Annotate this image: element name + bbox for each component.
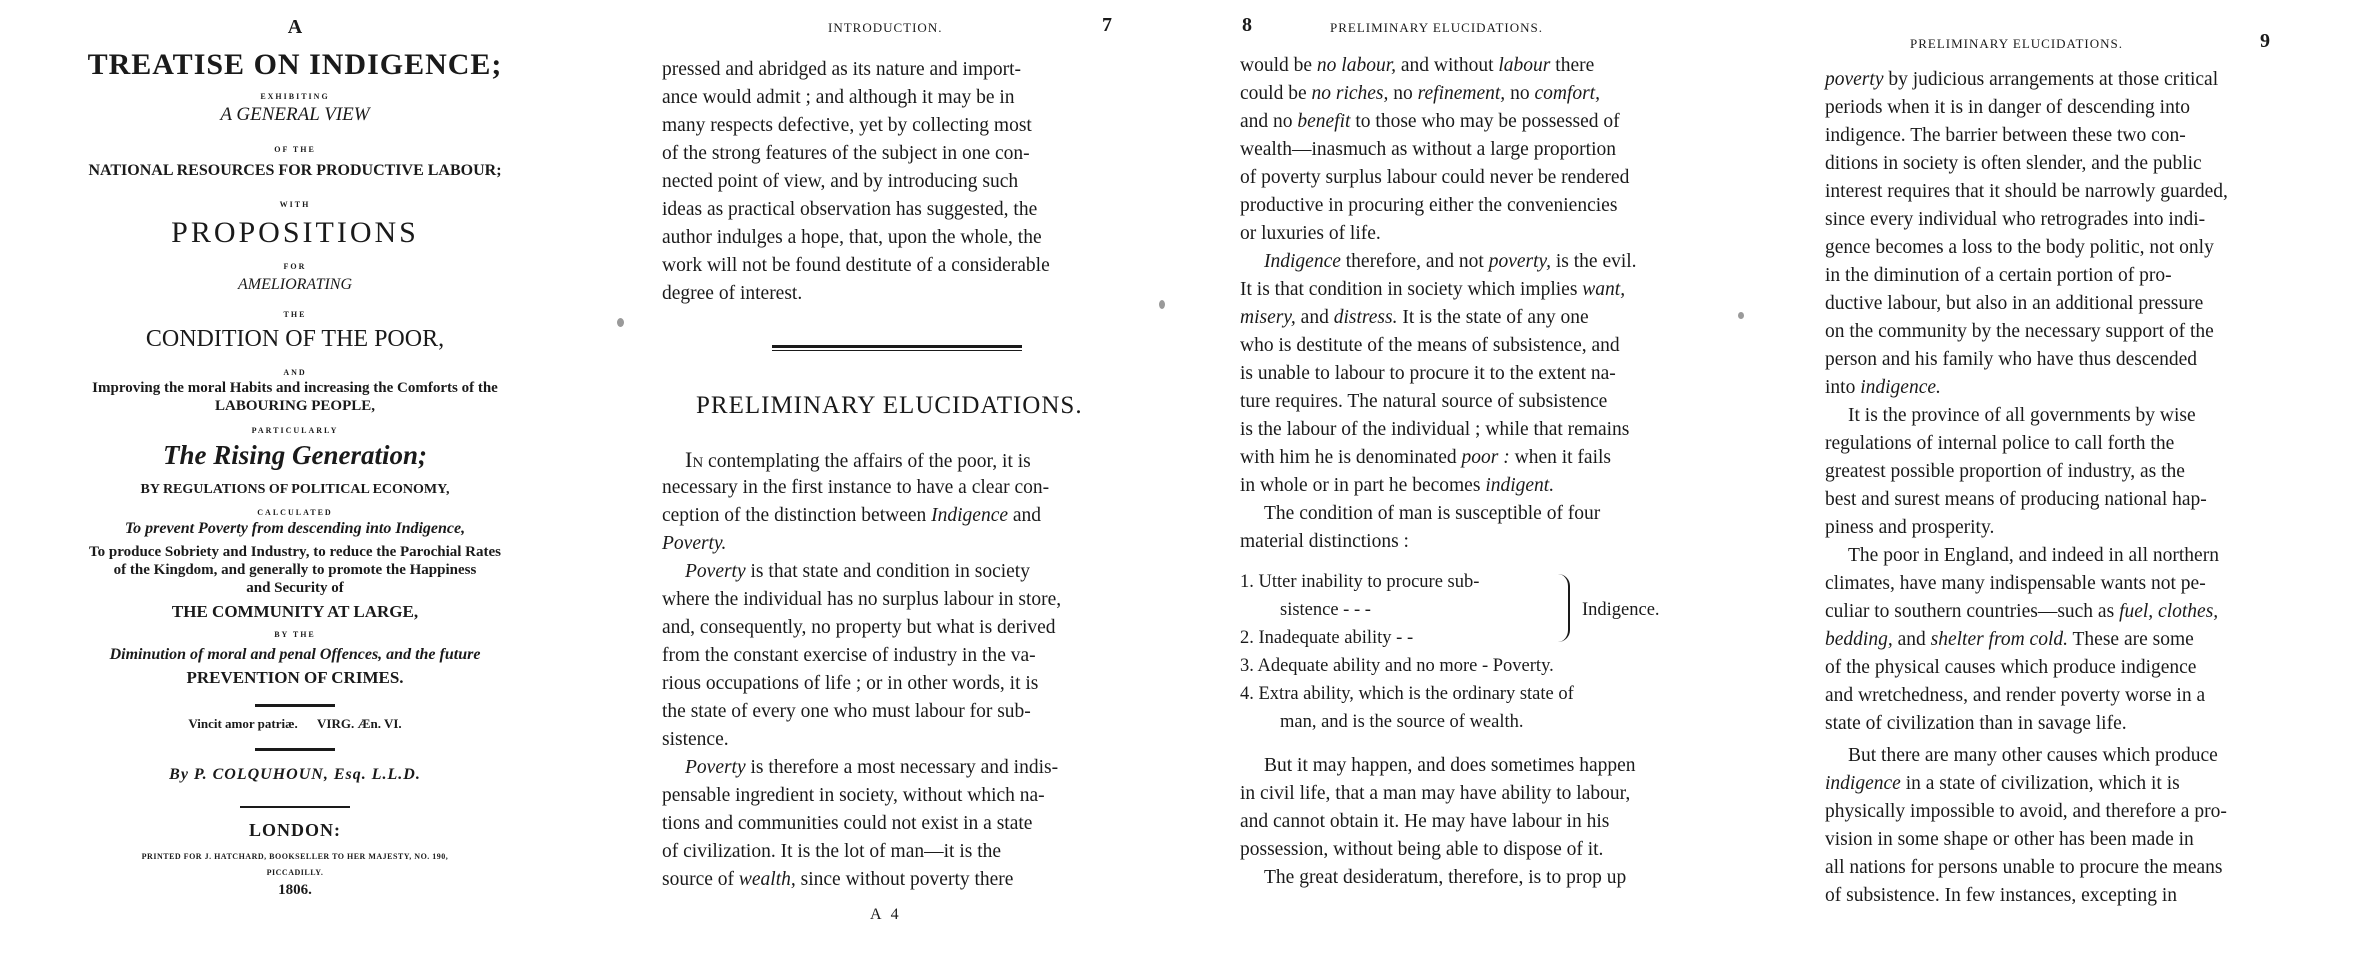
distinction-1: 1. Utter inability to procure sub-: [1240, 572, 1480, 592]
page-8: [1180, 0, 1770, 960]
title-author: By P. COLQUHOUN, Esq. L.L.D.: [169, 766, 421, 783]
title-propositions: PROPOSITIONS: [171, 216, 419, 249]
title-exhibiting: EXHIBITING: [260, 92, 330, 101]
text-line: work will not be found destitute of a considerable: [662, 255, 1050, 276]
brace: [1558, 574, 1570, 642]
text-line: in whole or in part he becomes indigent.: [1240, 475, 1555, 496]
title-piccadilly: PICCADILLY.: [266, 868, 324, 877]
text-line: rious occupations of life ; or in other words, it is: [662, 673, 1039, 694]
text-line: nected point of view, and by introducing such: [662, 171, 1019, 192]
text-line: But there are many other causes which produce: [1848, 745, 2218, 766]
text-line: with him he is denominated poor : when it fails: [1240, 447, 1612, 468]
text-line: ditions in society is often slender, and the public: [1825, 153, 2202, 174]
text-line: of subsistence. In few instances, excepting in: [1825, 885, 2177, 906]
text-line: pensable ingredient in society, without which na-: [662, 785, 1045, 806]
text-line: all nations for persons unable to procure the means: [1825, 857, 2223, 878]
page-number: 9: [2260, 30, 2270, 52]
text-line: where the individual has no surplus labour in store,: [662, 589, 1062, 610]
text-line: The condition of man is susceptible of four: [1264, 503, 1601, 524]
title-rule: [240, 806, 350, 808]
text-line: best and surest means of producing national hap-: [1825, 489, 2207, 510]
running-head: PRELIMINARY ELUCIDATIONS.: [1910, 36, 2124, 51]
title-london: LONDON:: [249, 820, 341, 840]
indigence-label: Indigence.: [1582, 600, 1660, 620]
title-motto: [60, 716, 530, 732]
distinction-1-cont: sistence - - -: [1280, 600, 1371, 620]
title-condition: CONDITION OF THE POOR,: [145, 326, 445, 352]
text-line: gence becomes a loss to the body politic, not only: [1825, 237, 2214, 258]
text-line: ideas as practical observation has suggested, the: [662, 199, 1038, 220]
title-national-resources: NATIONAL RESOURCES FOR PRODUCTIVE LABOUR;: [88, 162, 502, 179]
title-rule: [255, 748, 335, 751]
title-prevention: PREVENTION OF CRIMES.: [186, 668, 404, 687]
text-line: It is the province of all governments by wise: [1848, 405, 2196, 426]
text-line: vision in some shape or other has been made in: [1825, 829, 2194, 850]
text-line: since every individual who retrogrades into indi-: [1825, 209, 2206, 230]
text-line: in the diminution of a certain portion of pro-: [1825, 265, 2172, 286]
text-line: interest requires that it should be narrowly guarded,: [1825, 181, 2228, 202]
title-by-the: BY THE: [274, 630, 316, 639]
drop-cap: In: [685, 447, 704, 472]
text-line: In contemplating the affairs of the poor, it is: [685, 447, 1031, 472]
title-article: A: [287, 16, 303, 38]
title-improving: Improving the moral Habits and increasing the Comforts of the: [92, 380, 498, 396]
text-line: material distinctions :: [1240, 531, 1409, 552]
text-line: of poverty surplus labour could never be rendered: [1240, 167, 1630, 188]
text-line: sistence.: [662, 729, 729, 750]
scan-speck: [1738, 312, 1744, 319]
title-general-view: A GENERAL VIEW: [220, 104, 370, 125]
text-line: is the labour of the individual ; while that remains: [1240, 419, 1630, 440]
text-line: of civilization. It is the lot of man—it is the: [662, 841, 1002, 862]
title-rising-generation: The Rising Generation;: [162, 440, 428, 470]
title-community: THE COMMUNITY AT LARGE,: [171, 602, 419, 621]
text-line: many respects defective, yet by collecting most: [662, 115, 1032, 136]
scan-speck: [1159, 300, 1165, 309]
title-printer: PRINTED FOR J. HATCHARD, BOOKSELLER TO HER MAJESTY, NO. 190,: [141, 852, 449, 861]
title-particularly: PARTICULARLY: [251, 426, 339, 435]
text-line: Poverty.: [662, 533, 727, 554]
text-line: ture requires. The natural source of subsistence: [1240, 391, 1608, 412]
text-line: poverty by judicious arrangements at those critical: [1825, 69, 2219, 90]
text-line: and, consequently, no property but what is derived: [662, 617, 1056, 638]
text-line: indigence in a state of civilization, which it is: [1825, 773, 2180, 794]
title-kingdom: of the Kingdom, and generally to promote the Happiness: [113, 562, 477, 578]
title-diminution: Diminution of moral and penal Offences, and the future: [109, 646, 481, 663]
text-line: indigence. The barrier between these two con-: [1825, 125, 2186, 146]
text-line: piness and prosperity.: [1825, 517, 1995, 538]
signature-mark: A 4: [870, 906, 902, 923]
title-page: [0, 0, 590, 960]
title-year: 1806.: [278, 882, 312, 898]
title-the: THE: [283, 310, 307, 319]
running-head: PRELIMINARY ELUCIDATIONS.: [1330, 20, 1544, 35]
text-line: regulations of internal police to call forth the: [1825, 433, 2175, 454]
text-line: ception of the distinction between Indigence and: [662, 505, 1042, 526]
text-line: The poor in England, and indeed in all northern: [1848, 545, 2219, 566]
running-head: INTRODUCTION.: [828, 20, 943, 35]
motto-quote: Vincit amor patriæ.: [188, 716, 298, 731]
motto-source: VIRG. Æn. VI.: [317, 716, 402, 731]
title-and: AND: [283, 368, 307, 377]
title-produce: To produce Sobriety and Industry, to reduce the Parochial Rates: [89, 544, 501, 560]
text-line: state of civilization than in savage life.: [1825, 713, 2127, 734]
text-line: tions and communities could not exist in a state: [662, 813, 1033, 834]
text-line: of the physical causes which produce indigence: [1825, 657, 2197, 678]
title-of-the: OF THE: [274, 145, 316, 154]
title-rule: [255, 704, 335, 707]
distinction-4: 4. Extra ability, which is the ordinary state of: [1240, 684, 1574, 704]
text-line: climates, have many indispensable wants not pe-: [1825, 573, 2206, 594]
text-line: degree of interest.: [662, 283, 803, 304]
distinction-2: 2. Inadequate ability - -: [1240, 628, 1414, 648]
text-line: of the strong features of the subject in one con-: [662, 143, 1030, 164]
text-line: the state of every one who must labour for sub-: [662, 701, 1031, 722]
text-line: and no benefit to those who may be possessed of: [1240, 111, 1620, 132]
main-title: TREATISE ON INDIGENCE;: [87, 48, 503, 81]
title-for: FOR: [283, 262, 307, 271]
text-line: It is that condition in society which implies want,: [1240, 279, 1626, 300]
page-9: [1770, 0, 2360, 960]
title-prevent: To prevent Poverty from descending into Indigence,: [124, 520, 466, 537]
text-line: could be no riches, no refinement, no comfort,: [1240, 83, 1600, 104]
text-line: culiar to southern countries—such as fuel, clothes,: [1825, 601, 2219, 622]
title-with: WITH: [279, 200, 311, 209]
title-labouring: LABOURING PEOPLE,: [214, 398, 376, 414]
text-line: periods when it is in danger of descending into: [1825, 97, 2191, 118]
title-security: and Security of: [246, 580, 344, 596]
section-rule: [772, 345, 1022, 351]
text-line: or luxuries of life.: [1240, 223, 1381, 244]
text-line: person and his family who have thus descended: [1825, 349, 2198, 370]
text-line: ductive labour, but also in an additional pressure: [1825, 293, 2204, 314]
scan-speck: [617, 318, 624, 327]
section-title: PRELIMINARY ELUCIDATIONS.: [696, 392, 1083, 419]
text-line: misery, and distress. It is the state of any one: [1240, 307, 1589, 328]
text-line: who is destitute of the means of subsistence, and: [1240, 335, 1620, 356]
text-line: source of wealth, since without poverty there: [662, 869, 1014, 890]
text-line: and cannot obtain it. He may have labour in his: [1240, 811, 1610, 832]
text-line: and wretchedness, and render poverty worse in a: [1825, 685, 2206, 706]
page-number: 8: [1242, 14, 1252, 36]
text-line: into indigence.: [1825, 377, 1941, 398]
text-line: Poverty is therefore a most necessary and indis-: [685, 757, 1059, 778]
text-line: necessary in the first instance to have a clear con-: [662, 477, 1050, 498]
title-calculated: CALCULATED: [257, 508, 333, 517]
text-line: is unable to labour to procure it to the extent na-: [1240, 363, 1616, 384]
text-line: But it may happen, and does sometimes happen: [1264, 755, 1636, 776]
text-line: The great desideratum, therefore, is to prop up: [1264, 867, 1627, 888]
text-line: greatest possible proportion of industry, as the: [1825, 461, 2185, 482]
text-line: would be no labour, and without labour there: [1240, 55, 1595, 76]
page-number: 7: [1102, 14, 1112, 36]
text-line: from the constant exercise of industry in the va-: [662, 645, 1036, 666]
text-line: Indigence therefore, and not poverty, is the evil.: [1264, 251, 1637, 272]
text-line: on the community by the necessary support of the: [1825, 321, 2214, 342]
distinction-3: 3. Adequate ability and no more - Poverty.: [1240, 656, 1554, 676]
text-line: bedding, and shelter from cold. These are some: [1825, 629, 2194, 650]
text-line: physically impossible to avoid, and therefore a pro-: [1825, 801, 2227, 822]
text-line: in civil life, that a man may have ability to labour,: [1240, 783, 1631, 804]
page-7: [590, 0, 1180, 960]
text-line: possession, without being able to dispose of it.: [1240, 839, 1604, 860]
text-line: author indulges a hope, that, upon the whole, the: [662, 227, 1042, 248]
distinction-4-cont: man, and is the source of wealth.: [1280, 712, 1524, 732]
text-line: pressed and abridged as its nature and import-: [662, 59, 1022, 80]
title-regulations: BY REGULATIONS OF POLITICAL ECONOMY,: [140, 482, 450, 497]
title-ameliorating: AMELIORATING: [237, 276, 353, 293]
text-line: ance would admit ; and although it may be in: [662, 87, 1015, 108]
text-line: Poverty is that state and condition in society: [685, 561, 1030, 582]
text-line: wealth—inasmuch as without a large proportion: [1240, 139, 1617, 160]
text-line: productive in procuring either the conveniencies: [1240, 195, 1618, 216]
